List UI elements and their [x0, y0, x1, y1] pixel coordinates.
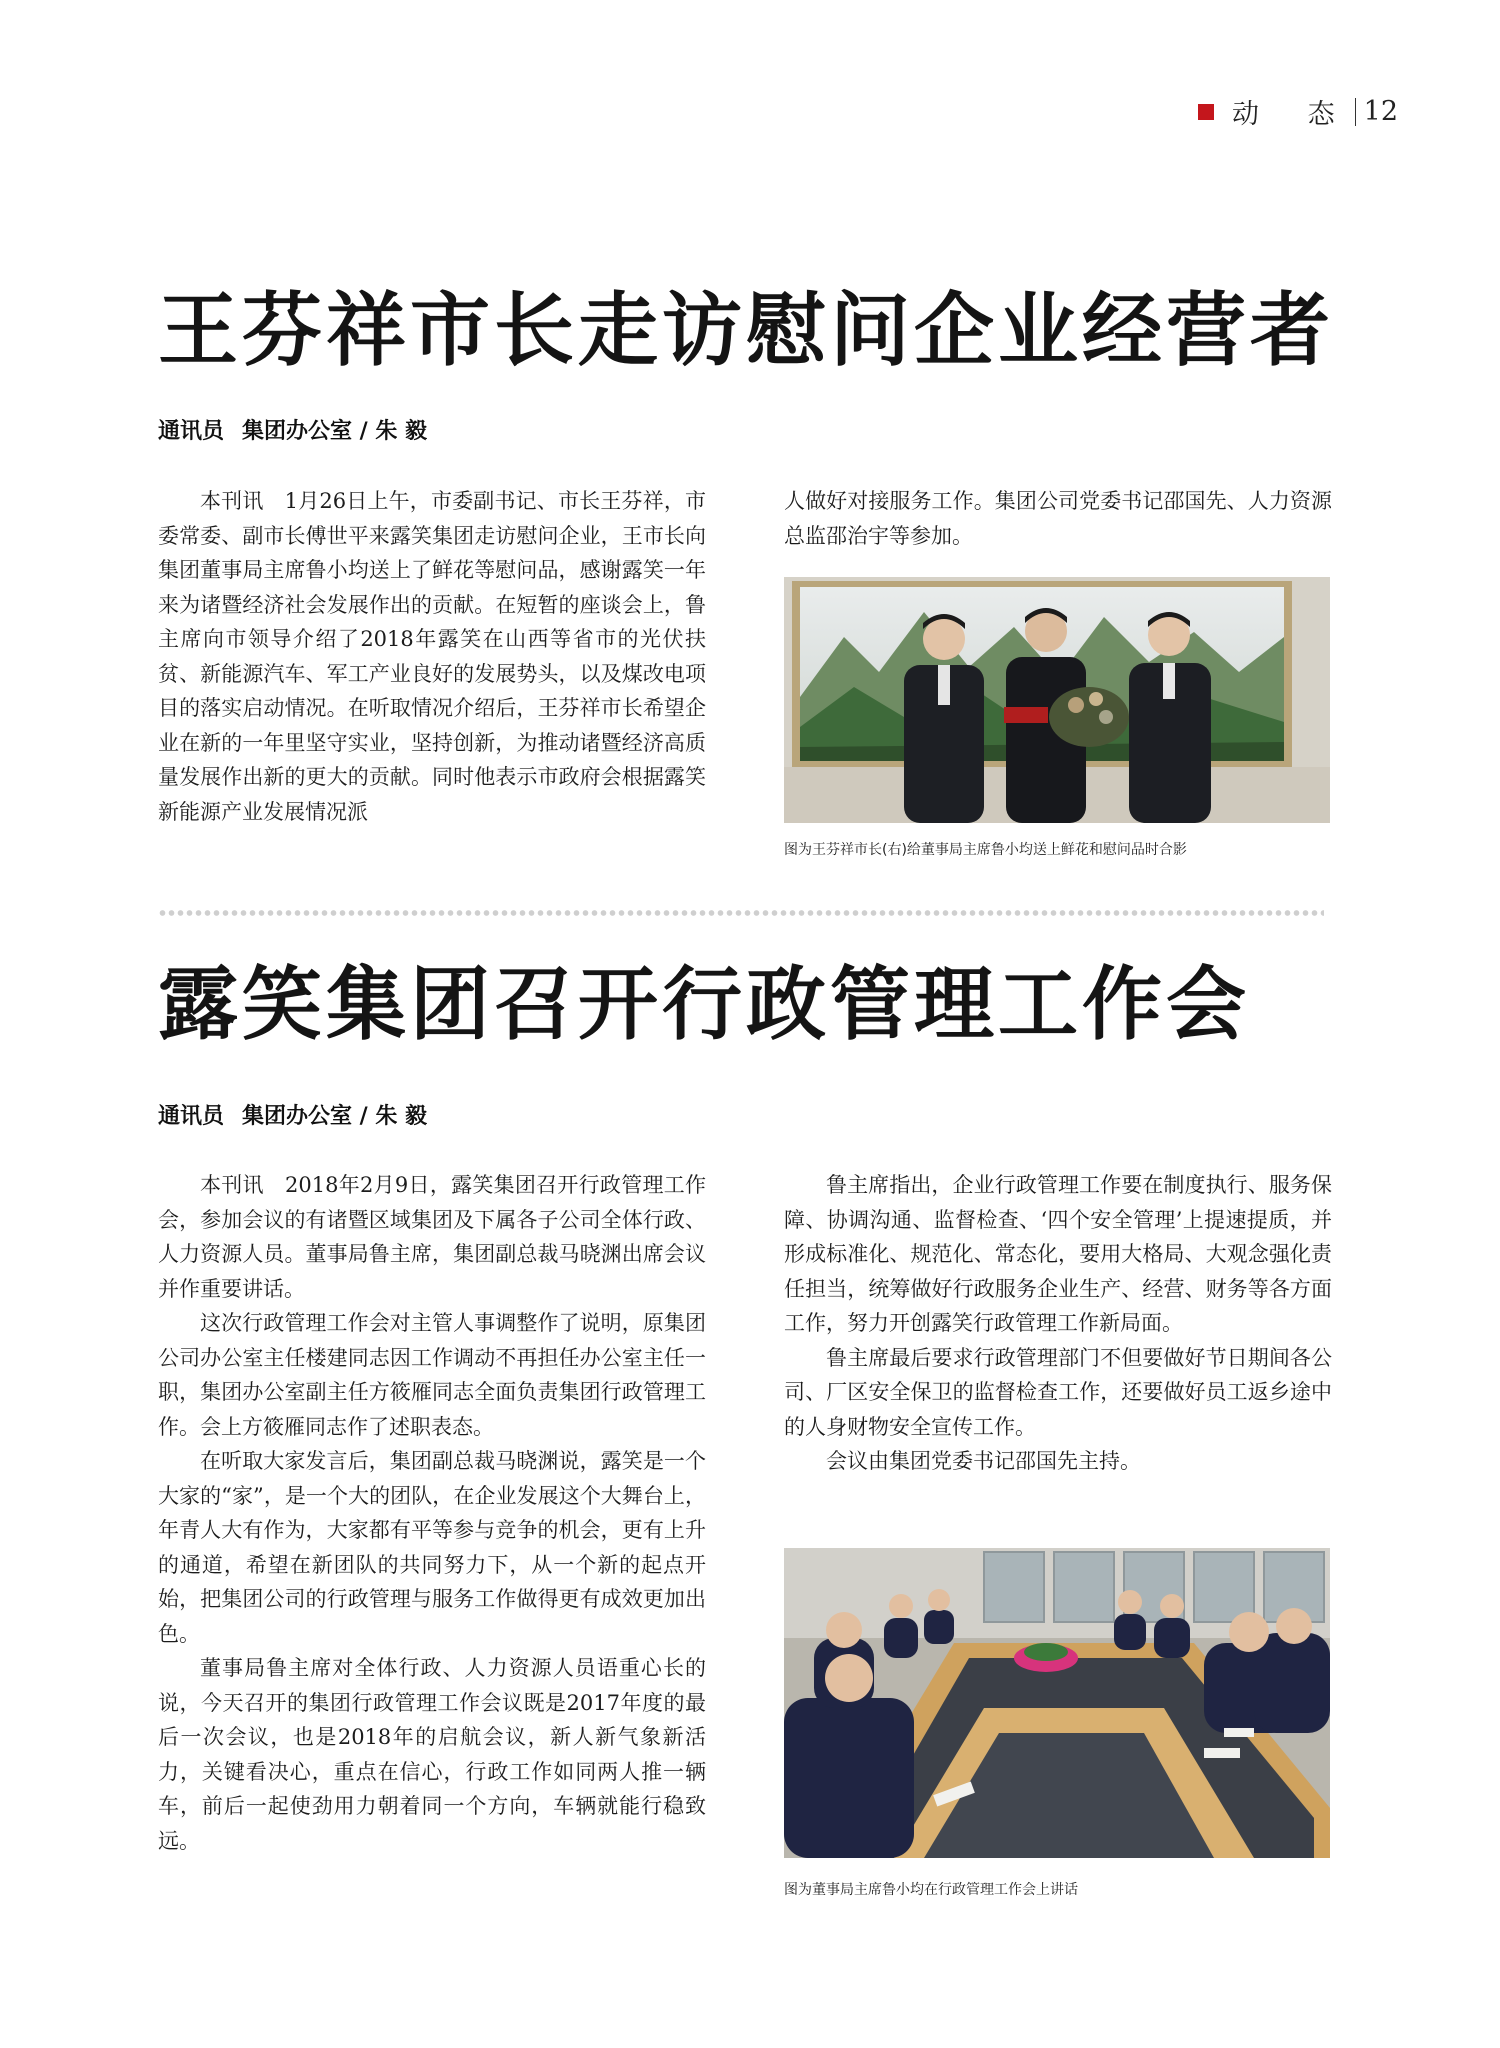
- article-1-byline: [158, 414, 445, 445]
- article-2-title: 露笑集团召开行政管理工作会: [158, 958, 1250, 1051]
- article-2-caption: 图为董事局主席鲁小均在行政管理工作会上讲话: [784, 1882, 1078, 1898]
- byline-author: 集团办公室 / 朱 毅: [242, 419, 428, 444]
- paragraph: 人做好对接服务工作。集团公司党委书记邵国先、人力资源总监邵治宇等参加。: [784, 489, 1332, 548]
- article-2-left-column: [158, 1168, 706, 1858]
- article-2-photo: [784, 1548, 1330, 1858]
- section-marker: [1198, 104, 1214, 120]
- section-label: 动 态: [1232, 99, 1355, 130]
- paragraph: 董事局鲁主席对全体行政、人力资源人员语重心长的说，今天召开的集团行政管理工作会议既是2017年度的最后一次会议，也是2018年的启航会议，新人新气象新活力，关键看决心，重点在信心，行政工作如同两人推一辆车，前后一起使劲用力朝着同一个方向，车辆就能行稳致远。: [158, 1656, 706, 1853]
- paragraph: 鲁主席最后要求行政管理部门不但要做好节日期间各公司、厂区安全保卫的监督检查工作，还要做好员工返乡途中的人身财物安全宣传工作。: [784, 1345, 1332, 1439]
- article-1-left-column: [158, 484, 706, 829]
- page-number: 12: [1363, 96, 1398, 127]
- section-divider: [158, 909, 1324, 917]
- byline-author: 集团办公室 / 朱 毅: [242, 1104, 428, 1129]
- paragraph: 本刊讯 1月26日上午，市委副书记、市长王芬祥，市委常委、副市长傅世平来露笑集团走访慰问企业，王市长向集团董事局主席鲁小均送上了鲜花等慰问品，感谢露笑一年来为诸暨经济社会发展作出的贡献。在短暂的座谈会上，鲁主席向市领导介绍了2018年露笑在山西等省市的光伏扶贫、新能源汽车、军工产业良好的发展势头，以及煤改电项目的落实启动情况。在听取情况介绍后，王芬祥市长希望企业在新的一年里坚守实业，坚持创新，为推动诸暨经济高质量发展作出新的更大的贡献。同时他表示市政府会根据露笑新能源产业发展情况派: [158, 489, 706, 824]
- paragraph: 在听取大家发言后，集团副总裁马晓渊说，露笑是一个大家的“家”，是一个大的团队，在企业发展这个大舞台上，年青人大有作为，大家都有平等参与竞争的机会，更有上升的通道，希望在新团队的共同努力下，从一个新的起点开始，把集团公司的行政管理与服务工作做得更有成效更加出色。: [158, 1449, 706, 1646]
- photo-visit-group: [784, 577, 1330, 823]
- article-2-right-column: [784, 1168, 1332, 1479]
- photo-meeting-room: [784, 1548, 1330, 1858]
- article-1-title: 王芬祥市长走访慰问企业经营者: [158, 284, 1334, 377]
- paragraph: 会议由集团党委书记邵国先主持。: [826, 1449, 1141, 1473]
- article-1-caption: 图为王芬祥市长(右)给董事局主席鲁小均送上鲜花和慰问品时合影: [784, 842, 1187, 858]
- header-divider: [1355, 98, 1356, 126]
- section-header: [1198, 92, 1398, 131]
- byline-role: 通讯员: [158, 419, 225, 444]
- byline-role: 通讯员: [158, 1104, 225, 1129]
- paragraph: 鲁主席指出，企业行政管理工作要在制度执行、服务保障、协调沟通、监督检查、‘四个安全管理’上提速提质，并形成标准化、规范化、常态化，要用大格局、大观念强化责任担当，统筹做好行政服务企业生产、经营、财务等各方面工作，努力开创露笑行政管理工作新局面。: [784, 1173, 1332, 1335]
- article-2-byline: [158, 1099, 445, 1130]
- paragraph: 本刊讯 2018年2月9日，露笑集团召开行政管理工作会，参加会议的有诸暨区域集团及下属各子公司全体行政、人力资源人员。董事局鲁主席，集团副总裁马晓渊出席会议并作重要讲话。: [158, 1173, 706, 1301]
- article-1-right-column: [784, 484, 1332, 553]
- article-1-photo: [784, 577, 1330, 823]
- paragraph: 这次行政管理工作会对主管人事调整作了说明，原集团公司办公室主任楼建同志因工作调动不再担任办公室主任一职，集团办公室副主任方筱雁同志全面负责集团行政管理工作。会上方筱雁同志作了述职表态。: [158, 1311, 706, 1439]
